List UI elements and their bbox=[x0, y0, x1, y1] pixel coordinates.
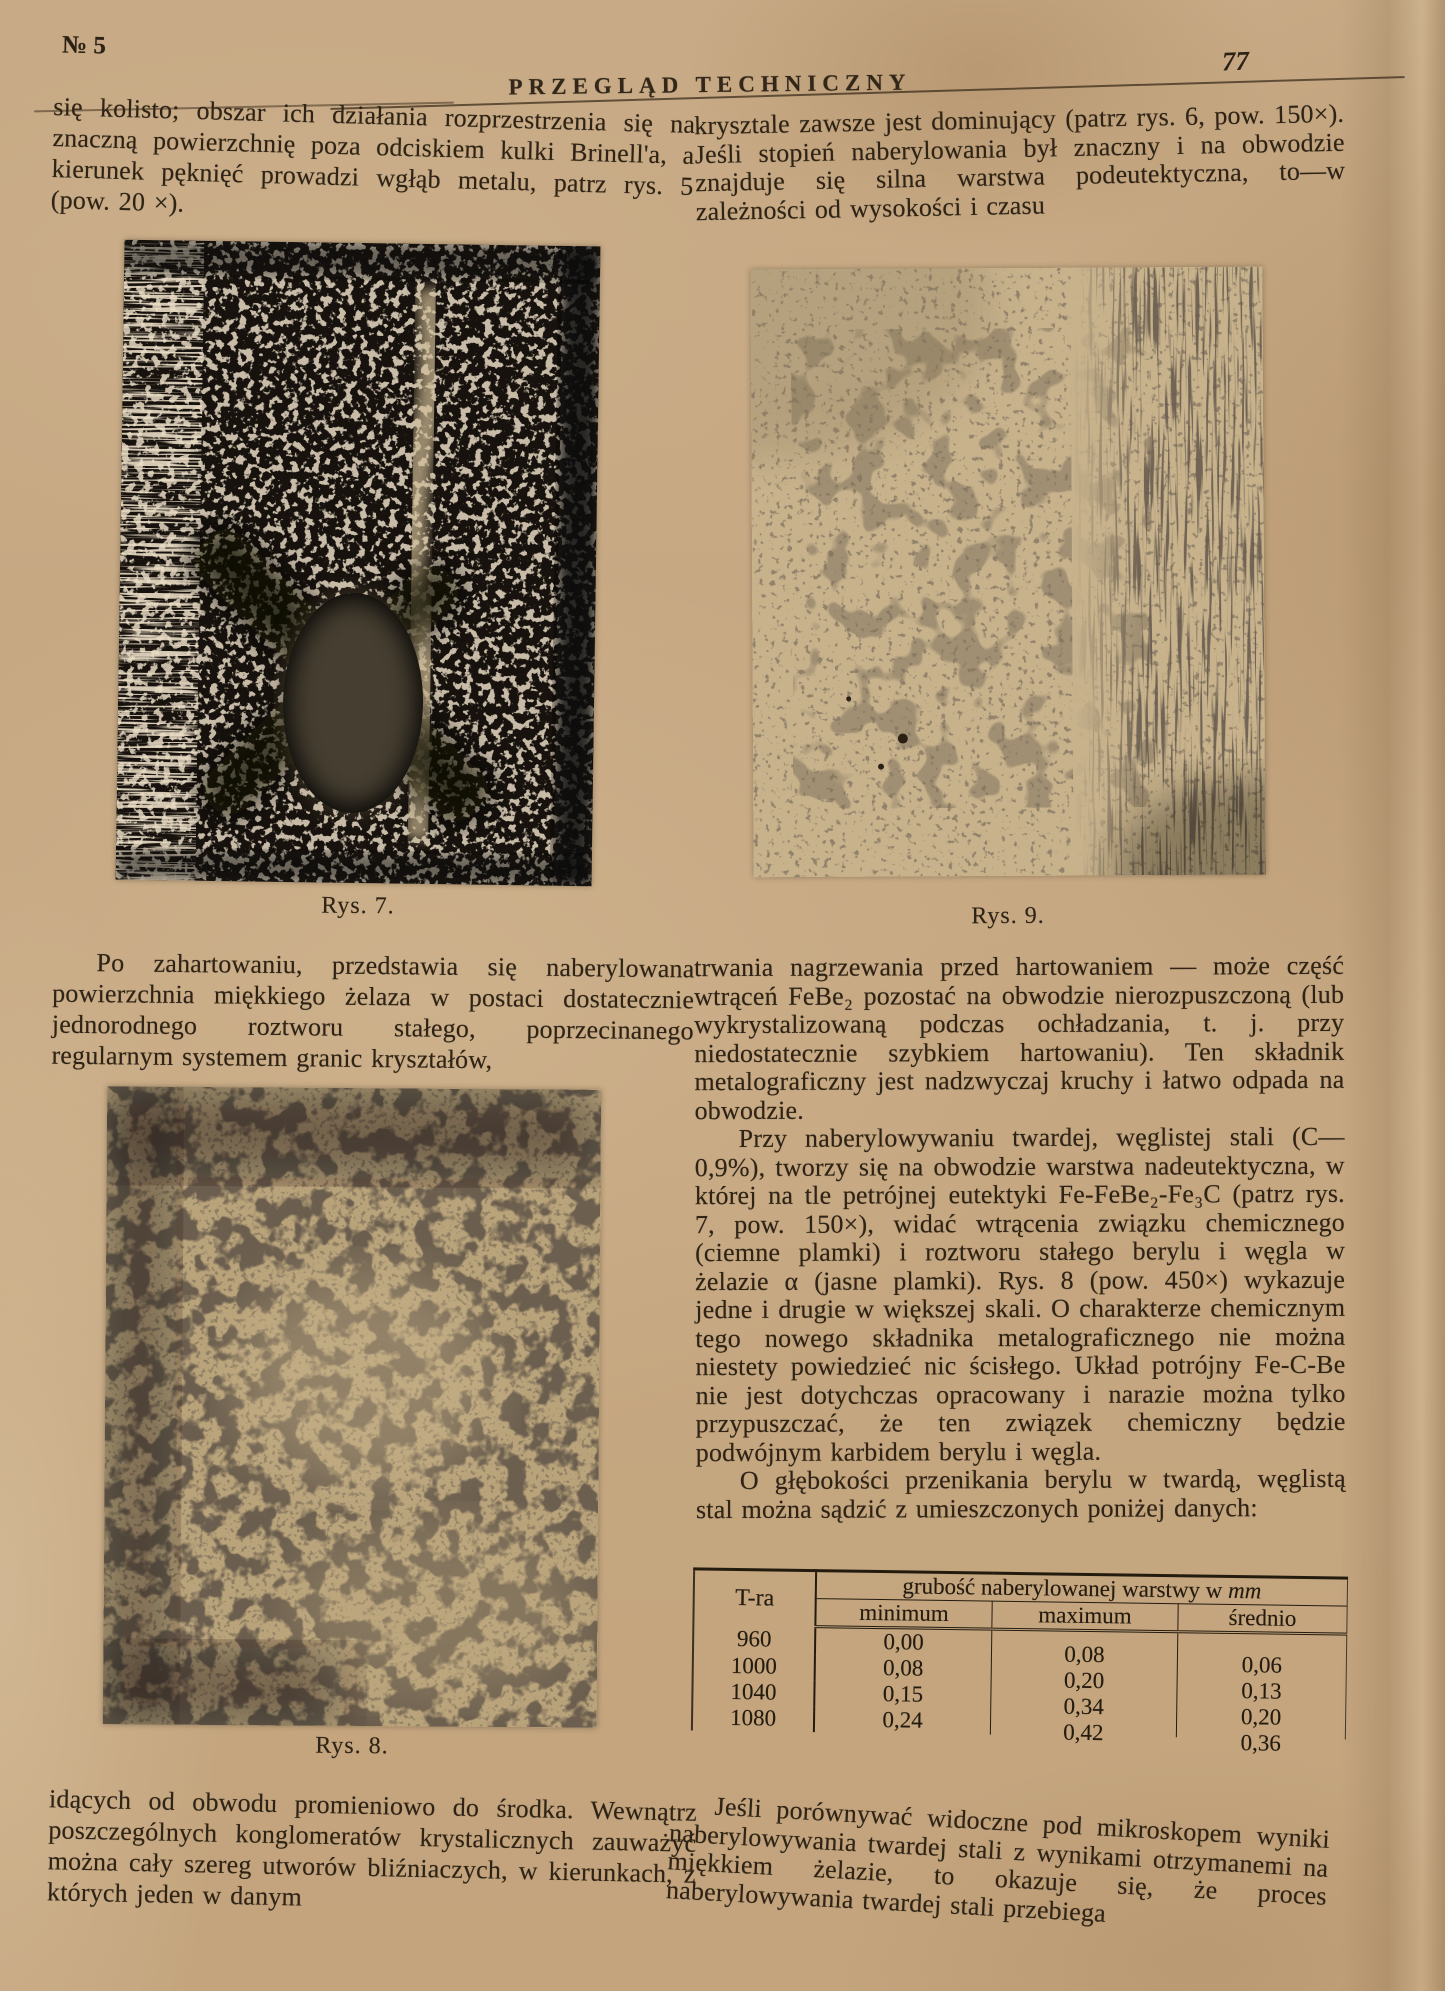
figure-rys7-caption: Rys. 7. bbox=[321, 892, 395, 920]
cell-value: 0,36 bbox=[1240, 1730, 1282, 1756]
micrograph-rys9-image bbox=[750, 267, 1265, 878]
right-column-paragraph-2: trwania nagrzewania przed hartowaniem — może część wtrąceń FeBe₂ pozostać na obwodzie nierozpuszczoną (lub wykrystalizowaną podczas ochładzania, t. j. przy niedostatecznie szybkiem hartowaniu). Ten składnik metalograficzny jest nadzwyczaj kruchy i łatwo odpada na obwodzie. bbox=[694, 950, 1345, 1125]
right-column-paragraph-1 bbox=[694, 100, 1346, 226]
right-column-text-block bbox=[694, 952, 1346, 1524]
cell-maximum bbox=[991, 1629, 1177, 1668]
right-column-paragraph-4: O głębokości przenikania berylu w twardą, węglistą stal można sądzić z umieszczonych poniżej danych: bbox=[695, 1463, 1346, 1524]
group-header-text: grubość naberylowanej warstwy w bbox=[902, 1573, 1229, 1603]
paragraph-text: Po zahartowaniu, przedstawia się naberylowana powierzchnia miękkiego żelaza w postaci dostatecznie jednorodnego roztworu stałego, poprzecinanego regularnym systemem granic kryształów, bbox=[51, 948, 695, 1075]
cell-temperature: 960 bbox=[693, 1625, 815, 1654]
cell-value: 0,06 bbox=[1241, 1652, 1283, 1678]
cell-temperature: 1000 bbox=[693, 1652, 815, 1680]
col-header-temperature: T-ra bbox=[693, 1569, 816, 1627]
table-header-row-1 bbox=[694, 1569, 1348, 1606]
cell-value: 0,13 bbox=[1241, 1678, 1282, 1704]
paragraph-text: krysztale zawsze jest dominujący (patrz rys. 6, pow. 150×). Jeśli stopień naberylowania był znaczny i na obwodzie znajduje się silna warstwa podeutektyczna, to—w zależności od wysokości i czasu bbox=[693, 98, 1346, 226]
right-column-paragraph-3: Przy naberylowywaniu twardej, węglistej stali (C—0,9%), tworzy się na obwodzie warstwa nadeutektyczna, w której na tle petrójnej eutektyki Fe-FeBe₂-Fe₃C (patrz rys. 7, pow. 150×), widać wtrącenia związku chemicznego (ciemne plamki) i roztworu stałego berylu i węgla w żelazie α (jasne plamki). Rys. 8 (pow. 450×) wykazuje jedne i drugie w większej skali. O charakterze chemicznym tego nowego składnika metalograficznego nie można niestety powiedzieć nic ścisłego. Układ potrójny Fe-C-Be nie jest dotychczas opracowany i narazie można tylko przypuszczać, że ten związek chemiczny będzie podwójnym karbidem berylu i węgla. bbox=[694, 1121, 1346, 1467]
data-table bbox=[691, 1567, 1348, 1756]
cell-minimum: 0,24 bbox=[882, 1707, 923, 1733]
cell-temperature: 1080 bbox=[692, 1704, 814, 1732]
beryllized-layer-table bbox=[691, 1567, 1348, 1756]
group-header-unit: mm bbox=[1227, 1577, 1262, 1604]
cell-minimum: 0,00 bbox=[883, 1629, 924, 1655]
cell-minimum: 0,15 bbox=[882, 1681, 924, 1707]
cell-value: 0,34 bbox=[1063, 1693, 1105, 1720]
figure-rys8-caption: Rys. 8. bbox=[315, 1732, 389, 1760]
figure-rys9-caption: Rys. 9. bbox=[971, 902, 1045, 930]
paragraph-text: idących od obwodu promieniowo do środka. Wewnątrz poszczególnych konglomeratów krystalicznych zauważyć można cały szereg utworów bliźniaczych, w kierunkach, z których jeden w danym bbox=[46, 1784, 698, 1912]
left-column-paragraph-3 bbox=[47, 1783, 697, 1921]
left-column-paragraph-1 bbox=[50, 91, 695, 233]
col-header-minimum: minimum bbox=[815, 1599, 992, 1629]
cell-srednio bbox=[1177, 1632, 1346, 1678]
issue-number: № 5 bbox=[61, 31, 107, 60]
figure-rys8 bbox=[103, 1086, 601, 1727]
page-number: 77 bbox=[1221, 45, 1250, 77]
left-column-paragraph-2 bbox=[51, 947, 694, 1078]
cell-value: 0,20 bbox=[1063, 1667, 1105, 1694]
micrograph-rys7-image bbox=[116, 240, 601, 887]
cell-minimum: 0,08 bbox=[882, 1655, 924, 1681]
cell-value: 0,08 bbox=[1064, 1641, 1105, 1668]
right-column-paragraph-5 bbox=[665, 1790, 1330, 1940]
cell-value: 0,42 bbox=[1063, 1719, 1104, 1746]
paragraph-text: się kolisto; obszar ich działania rozprzestrzenia się na znaczną powierzchnię poza odciskiem kulki Brinell'a, a kierunek pęknięć prowadzi wgłąb metalu, patrz rys. 5 (pow. 20 ×). bbox=[50, 92, 696, 218]
col-header-srednio: średnio bbox=[1178, 1604, 1347, 1634]
paragraph-text: Jeśli porównywać widoczne pod mikroskopem wyniki naberylowywania twardej stali z wynikami otrzymanemi na miękkiem żelazie, to okazuje się, że proces naberylowywania twardej stali przebiega bbox=[665, 1791, 1331, 1928]
figure-rys9 bbox=[750, 267, 1265, 878]
cell-temperature: 1040 bbox=[692, 1678, 814, 1706]
journal-title: PRZEGLĄD TECHNICZNY bbox=[508, 69, 912, 100]
figure-rys7 bbox=[116, 240, 601, 887]
col-header-maximum: maximum bbox=[992, 1601, 1178, 1632]
cell-value: 0,20 bbox=[1240, 1704, 1282, 1730]
micrograph-rys8-image bbox=[103, 1086, 601, 1727]
